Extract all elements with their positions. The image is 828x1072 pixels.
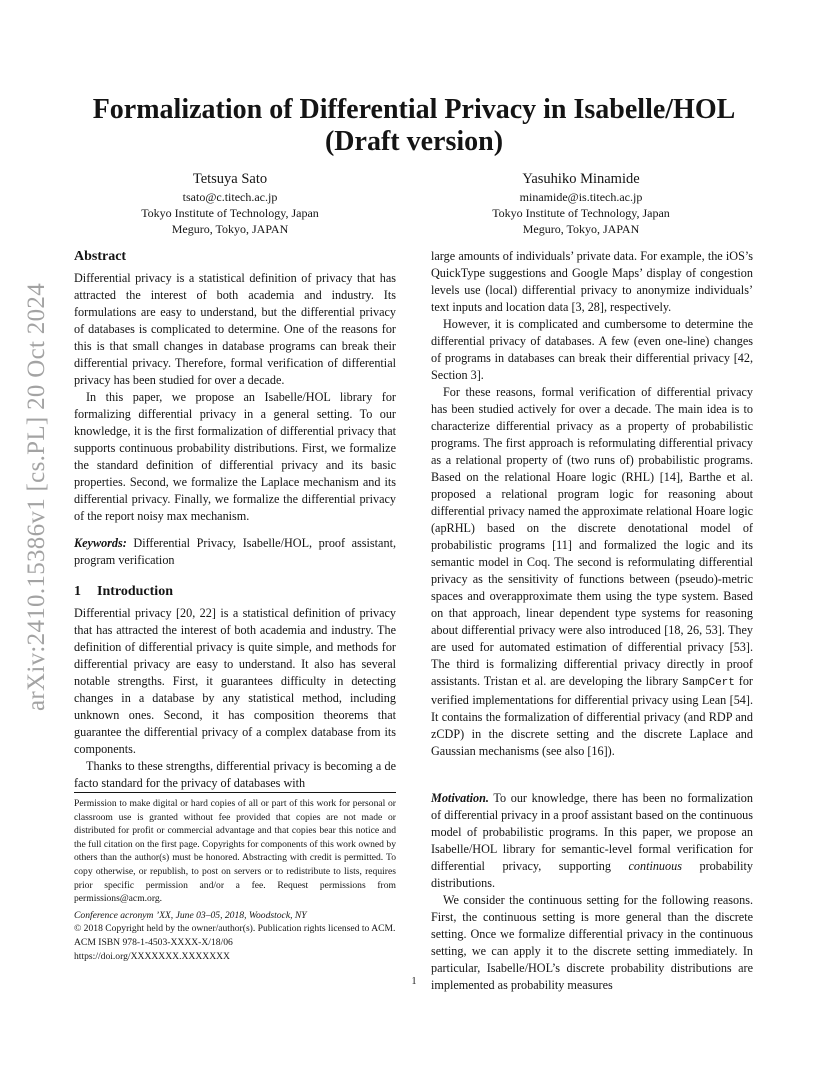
intro-paragraph-4: However, it is complicated and cumbersome to determine the differential privacy of databases. A few (even one-line) changes of programs in databases can break their differential privacy [42, Section 3].: [431, 317, 753, 382]
motivation-paragraph: [431, 790, 753, 892]
keywords-label: Keywords:: [74, 536, 127, 550]
intro-paragraph-1: Differential privacy [20, 22] is a statistical definition of privacy that has attracted the interest of both academia and industry. The definition of differential privacy is quite simple, and methods for differential privacy are easy to understand. It also has several notable strengths. First, it guarantees difficulty in detecting changes in a database by any statistical method, including unknown ones. Second, it has composition theorems that guarantee the differential privacy of a complex database from its components.: [74, 606, 396, 756]
section-heading-introduction: [74, 583, 396, 601]
emphasis-text: continuous: [628, 859, 682, 873]
paragraph-text: for verified implementations for differential privacy using Lean [54]. It contains the formalization of differential privacy (and RDP and zCDP) in the discrete setting and the discrete Laplace and Gaussian mechanisms (see also [16]).: [431, 674, 753, 758]
abstract-heading: Abstract: [74, 249, 127, 264]
intro-paragraph-6: We consider the continuous setting for the following reasons. First, the continuous setting is more general than the discrete setting. Once we formalize differential privacy in the continuous setting, we can apply it to the discrete setting immediately. In particular, Isabelle/HOL’s discrete probability distributions are implemented as probability measures: [431, 893, 753, 992]
page-number: 1: [411, 976, 417, 987]
arxiv-stamp: [18, 262, 56, 732]
abstract-paragraph-1: Differential privacy is a statistical definition of privacy that has attracted the interest of both academia and industry. Its formulations are easy to understand, but the differential privacy of databases is complicated to determine. One of the reasons for this is that small changes in database programs can break their differential privacy. Therefore, formal verification of differential privacy has been studied for over a decade.: [74, 271, 396, 387]
section-number: 1: [74, 584, 81, 599]
right-column: [431, 248, 753, 994]
author-location: Meguro, Tokyo, JAPAN: [171, 222, 289, 236]
author-affiliation: Tokyo Institute of Technology, Japan: [492, 206, 670, 220]
paragraph-text: To our knowledge, there has been no formalization of differential privacy in a proof assistant based on the continuous model of probabilistic programs. In this paper, we propose an Isabelle/HOL library for semantic-level formal verification for differential privacy, supporting: [431, 791, 753, 873]
author-location: Meguro, Tokyo, JAPAN: [522, 222, 640, 236]
arxiv-stamp-text: arXiv:2410.15386v1 [cs.PL] 20 Oct 2024: [23, 282, 51, 712]
keywords-text: Differential Privacy, Isabelle/HOL, proof assistant, program verification: [74, 536, 396, 567]
author-email: tsato@c.titech.ac.jp: [182, 190, 278, 204]
motivation-label: Motivation.: [431, 791, 489, 805]
keywords: [74, 535, 396, 569]
author-block-1: [80, 170, 380, 237]
author-name: Tetsuya Sato: [192, 171, 268, 187]
doi-line: https://doi.org/XXXXXXX.XXXXXXX: [74, 950, 230, 962]
conference-info: Conference acronym ’XX, June 03–05, 2018, Woodstock, NY: [74, 909, 307, 921]
permission-notice: Permission to make digital or hard copies of all or part of this work for personal or classroom use is granted without fee provided that copies are not made or distributed for profit or commercial advantage and that copies bear this notice and the full citation on the first page. Copyrights for components of this work owned by others than the author(s) must be honored. Abstracting with credit is permitted. To copy otherwise, or republish, to post on servers or to redistribute to lists, requires prior specific permission and/or a fee. Request permissions from permissions@acm.org.: [74, 798, 396, 905]
abstract-paragraph-2: In this paper, we propose an Isabelle/HOL library for formalizing differential privacy in a general setting. To our knowledge, it is the first formalization of differential privacy that supports continuous probability distributions. First, we formalize the standard definition of differential privacy and its basic properties. Second, we formalize the Laplace mechanism and its differential privacy. Finally, we formalize the differential privacy of the report noisy max mechanism.: [74, 390, 396, 523]
paragraph-text: probability distributions.: [431, 859, 753, 890]
author-name: Yasuhiko Minamide: [522, 171, 640, 187]
author-email: minamide@is.titech.ac.jp: [519, 190, 643, 204]
section-title: Introduction: [97, 584, 173, 599]
author-affiliation: Tokyo Institute of Technology, Japan: [141, 206, 319, 220]
intro-paragraph-2: Thanks to these strengths, differential privacy is becoming a de facto standard for the privacy of databases with: [74, 759, 396, 790]
intro-paragraph-3: large amounts of individuals’ private data. For example, the iOS’s QuickType suggestions and Google Maps’ display of congestion levels use (local) differential privacy to anonymize individuals’ text inputs and location data [3, 28], respectively.: [431, 249, 753, 314]
copyright-footnote: [74, 792, 396, 963]
sampcert-code: SampCert: [682, 677, 735, 689]
left-column: [74, 248, 396, 792]
isbn-line: ACM ISBN 978-1-4503-XXXX-X/18/06: [74, 936, 233, 948]
intro-paragraph-5: [431, 384, 753, 760]
paragraph-text: For these reasons, formal verification of differential privacy has been studied actively for over a decade. The main idea is to characterize differential privacy as a property of probabilistic programs. The first approach is reformulating differential privacy as a relational property of (two runs of) probabilistic programs. Based on the relational Hoare logic (RHL) [14], Barthe et al. proposed a relational program logic for reasoning about differential privacy named the approximate relational Hoare logic (apRHL) based on the discrete denotational model of probabilistic programs [11] and formalized the logic and its semantic model in Coq. The second is reformulating differential privacy as the sensitivity of functions between (pseudo)-metric spaces and overapproximate them using the type system. Based on that approach, linear dependent type systems for reasoning about differential privacy were also introduced [18, 26, 53]. They are used for automated estimation of differential privacy [53]. The third is formalizing differential privacy directly in proof assistants. Tristan et al. are developing the library: [431, 385, 753, 688]
paper-title: Formalization of Differential Privacy in Isabelle/HOL (Draft version): [92, 94, 736, 157]
copyright-line: © 2018 Copyright held by the owner/author(s). Publication rights licensed to ACM.: [74, 923, 396, 935]
author-block-2: [431, 170, 731, 237]
